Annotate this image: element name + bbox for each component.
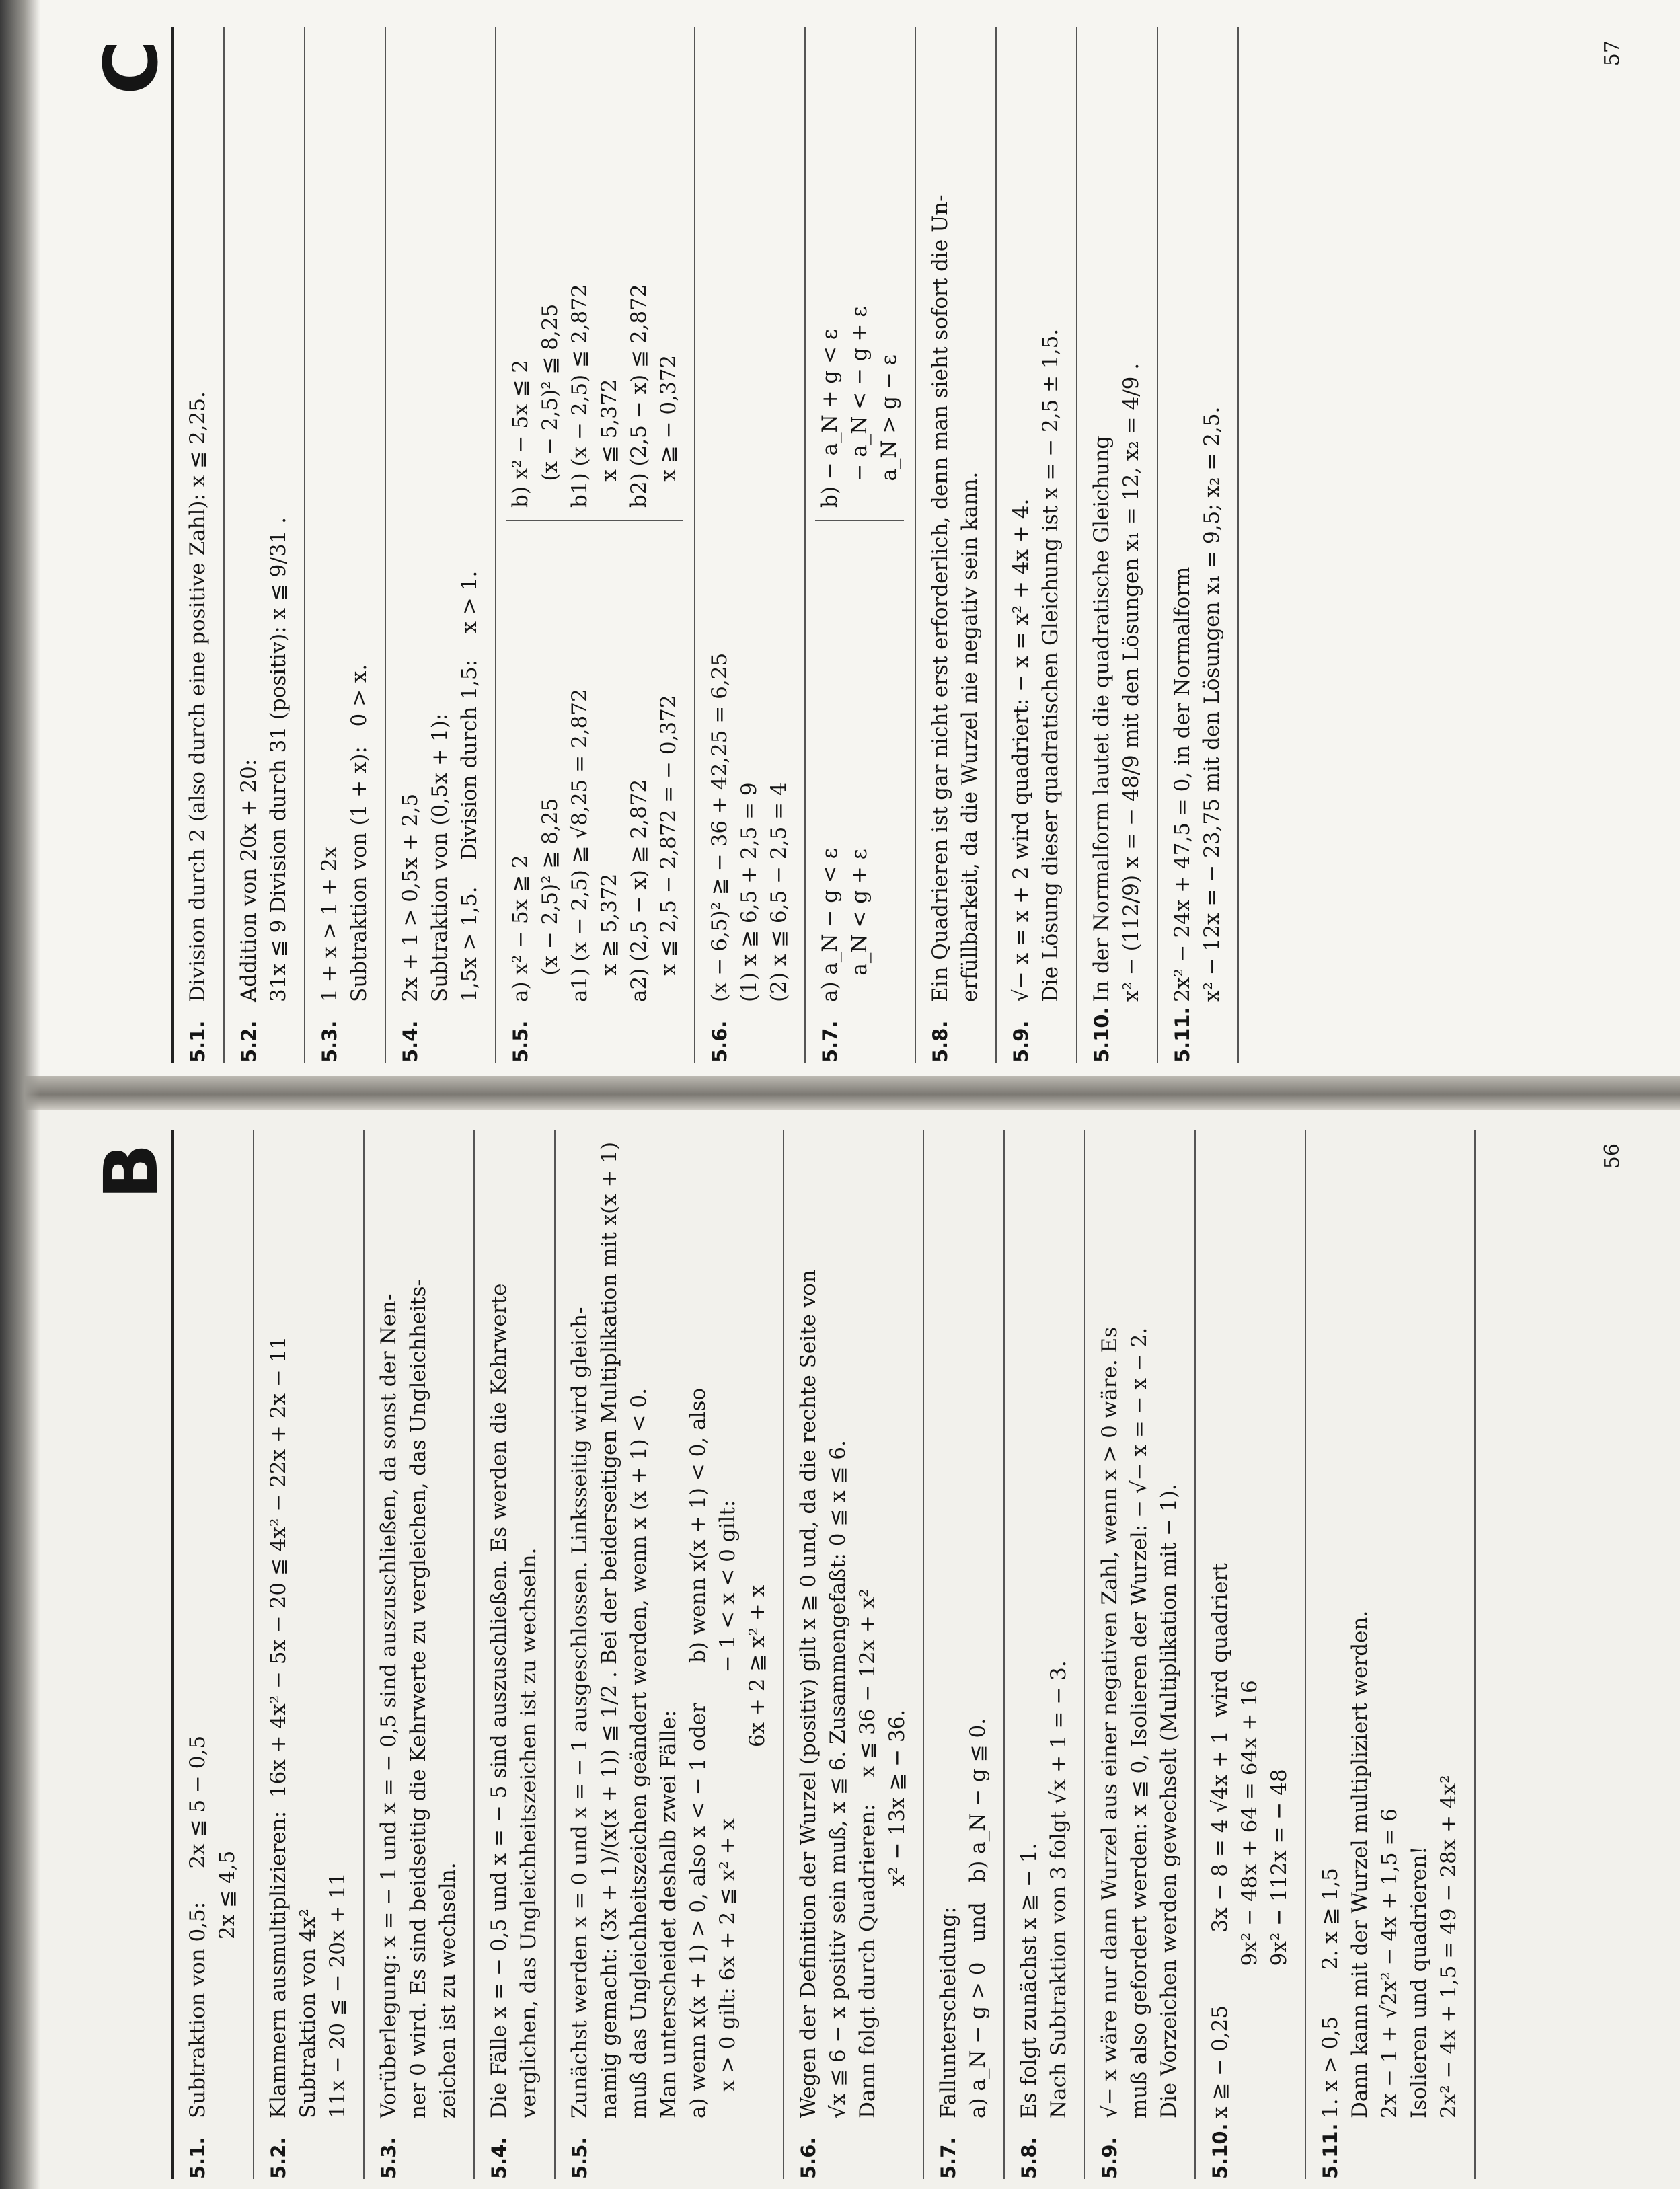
- text-line: 2x² − 4x + 1,5 = 49 − 28x + 4x²: [1437, 1775, 1461, 2118]
- item-number: 5.7.: [937, 2137, 960, 2179]
- text-line: x² − 13x ≧ − 36.: [885, 1709, 909, 2118]
- item-body: [1014, 1130, 1073, 2118]
- text-line: ner 0 wird. Es sind beidseitig die Kehrwerte zu vergleichen, das Ungleichheits-: [406, 1278, 430, 2118]
- item-number: 5.4.: [399, 1020, 422, 1063]
- solution-item: [916, 27, 997, 1063]
- item-number: 5.2.: [237, 1020, 260, 1063]
- solution-list: [174, 1130, 1476, 2179]
- text-line: Die Lösung dieser quadratischen Gleichung ist x = − 2,5 ± 1,5.: [1038, 328, 1063, 1002]
- text-line: a_N < g + ε: [847, 849, 872, 1002]
- page-c-content: [88, 27, 1634, 1063]
- solution-item: [1005, 1130, 1085, 2179]
- text-line: 6x + 2 ≧ x² + x: [745, 1584, 769, 2118]
- item-number: 5.9.: [1009, 1020, 1032, 1063]
- text-line: 2x² − 24x + 47,5 = 0, in der Normalform: [1170, 566, 1194, 1002]
- text-line: 2x − 1 + √2x² − 4x + 1,5 = 6: [1377, 1808, 1402, 2118]
- solution-item: [174, 27, 225, 1063]
- text-line: b1) (x − 2,5) ≦ 2,872: [568, 284, 592, 508]
- text-line: Division durch 2 (also durch eine positive Zahl): x ≦ 2,25.: [186, 391, 210, 1002]
- page-letter: C: [88, 40, 174, 95]
- text-line: Zunächst werden x = 0 und x = − 1 ausgeschlossen. Linksseitig wird gleich-: [568, 1307, 592, 2118]
- item-body: [506, 27, 683, 1002]
- text-line: a_N > g − ε: [877, 354, 901, 508]
- text-line: Subtraktion von (1 + x): 0 > x.: [347, 664, 371, 1002]
- item-body: [484, 1130, 543, 2118]
- text-line: (x − 6,5)² ≧ − 36 + 42,25 = 6,25: [708, 652, 732, 1002]
- case-column: [506, 521, 683, 1002]
- text-line: x ≦ 2,5 − 2,872 = − 0,372: [656, 695, 681, 1002]
- text-line: a) x² − 5x ≧ 2: [508, 855, 533, 1002]
- item-number: 5.8.: [929, 1020, 952, 1063]
- item-body: [705, 27, 794, 1002]
- text-line: Dann kann mit der Wurzel multipliziert werden.: [1348, 1610, 1372, 2118]
- item-number: 5.4.: [488, 2137, 510, 2179]
- text-line: a) a_N − g < ε: [818, 848, 842, 1002]
- solution-item: [1158, 27, 1239, 1063]
- text-line: x ≧ − 0,372: [656, 354, 681, 508]
- item-number: 5.8.: [1018, 2137, 1040, 2179]
- text-line: b2) (2,5 − x) ≦ 2,872: [627, 284, 651, 508]
- book-gutter: [0, 1076, 1680, 1110]
- case-column: [815, 27, 904, 521]
- item-body: [1087, 27, 1146, 1002]
- text-line: (1) x ≧ 6,5 + 2,5 = 9: [737, 782, 761, 1002]
- item-number: 5.6.: [797, 2137, 820, 2179]
- item-body: [374, 1130, 463, 2118]
- text-line: muß also gefordert werden: x ≦ 0, Isolieren der Wurzel: − √− x = − x − 2.: [1127, 1327, 1151, 2118]
- item-number: 5.5.: [568, 2137, 591, 2179]
- case-column: [815, 521, 904, 1002]
- item-body: [264, 1130, 352, 2118]
- text-line: x² − (112/9) x = − 48/9 mit den Lösungen x₁ = 12, x₂ = 4/9 .: [1119, 362, 1143, 1002]
- text-line: a1) (x − 2,5) ≧ √8,25 = 2,872: [568, 689, 592, 1002]
- text-line: 9x² − 48x + 64 = 64x + 16: [1237, 1680, 1262, 2118]
- text-line: √− x wäre nur dann Wurzel aus einer negativen Zahl, wenn x > 0 wäre. Es: [1098, 1326, 1122, 2118]
- solution-item: [386, 27, 496, 1063]
- solution-item: [695, 27, 806, 1063]
- solution-list: [174, 27, 1239, 1063]
- text-line: √− x = x + 2 wird quadriert: − x = x² + 4x + 4.: [1009, 498, 1033, 1002]
- text-line: Die Vorzeichen werden gewechselt (Multiplikation mit − 1).: [1157, 1484, 1181, 2118]
- solution-item: [496, 27, 695, 1063]
- text-line: Addition von 20x + 20:: [237, 759, 261, 1002]
- case-columns: [506, 27, 683, 1002]
- item-body: [1168, 27, 1227, 1002]
- text-line: 9x² − 112x = − 48: [1267, 1769, 1291, 2118]
- item-number: 5.2.: [267, 2137, 290, 2179]
- item-number: 5.1.: [186, 2137, 209, 2179]
- solution-item: [1196, 1130, 1306, 2179]
- item-body: [315, 27, 374, 1002]
- solution-item: [174, 1130, 254, 2179]
- item-number: 5.11.: [1319, 2123, 1342, 2179]
- text-line: 31x ≦ 9 Division durch 31 (positiv): x ≦ 9/31 .: [266, 517, 291, 1002]
- text-line: b) − a_N + g < ε: [818, 329, 842, 508]
- item-number: 5.1.: [186, 1020, 209, 1063]
- item-number: 5.5.: [509, 1020, 532, 1063]
- text-line: x ≦ 5,372: [597, 379, 621, 508]
- text-line: Subtraktion von (0,5x + 1):: [428, 713, 452, 1002]
- text-line: 1. x > 0,5 2. x ≧ 1,5: [1318, 1868, 1342, 2118]
- item-body: [395, 27, 484, 1002]
- page-c: [0, 0, 1680, 1076]
- text-line: Vorüberlegung: x = − 1 und x = − 0,5 sind auszuschließen, da sonst der Nen-: [377, 1293, 401, 2118]
- page-edge-shadow: [0, 0, 40, 2189]
- solution-item: [1306, 1130, 1476, 2179]
- item-number: 5.3.: [318, 1020, 341, 1063]
- text-line: a) a_N − g > 0 und b) a_N − g ≦ 0.: [966, 1718, 990, 2118]
- text-line: 1,5x > 1,5. Division durch 1,5: x > 1.: [457, 570, 482, 1002]
- text-line: 11x − 20 ≦ − 20x + 11: [326, 1872, 350, 2118]
- text-line: erfüllbarkeit, da die Wurzel nie negativ sein kann.: [958, 471, 982, 1002]
- text-line: Es folgt zunächst x ≧ − 1.: [1017, 1843, 1041, 2118]
- text-line: (2) x ≦ 6,5 − 2,5 = 4: [767, 782, 791, 1002]
- item-number: 5.11.: [1171, 1007, 1194, 1063]
- item-body: [1205, 1130, 1294, 2118]
- item-body: [565, 1130, 772, 2118]
- page-number: 56: [1601, 1143, 1624, 1169]
- item-body: [183, 27, 213, 1002]
- text-line: (x − 2,5)² ≦ 8,25: [538, 303, 562, 508]
- text-line: Ein Quadrieren ist gar nicht erst erforderlich, denn man sieht sofort die Un-: [928, 194, 952, 1002]
- item-number: 5.10.: [1209, 2123, 1231, 2179]
- text-line: x ≧ − 0,25 3x − 8 = 4 √4x + 1 wird quadriert: [1208, 1563, 1232, 2118]
- page-b-content: [88, 1130, 1634, 2179]
- text-line: Fallunterscheidung:: [936, 1907, 960, 2118]
- solution-item: [556, 1130, 784, 2179]
- text-line: x ≧ 5,372: [597, 873, 621, 1002]
- solution-item: [1085, 1130, 1196, 2179]
- text-line: Nach Subtraktion von 3 folgt √x + 1 = − 3.: [1046, 1660, 1071, 2118]
- text-line: a2) (2,5 − x) ≧ 2,872: [627, 779, 651, 1002]
- item-number: 5.10.: [1090, 1007, 1113, 1063]
- text-line: √x ≦ 6 − x positiv sein muß, x ≦ 6. Zusammengefaßt: 0 ≦ x ≦ 6.: [826, 1440, 850, 2118]
- page-b: [0, 1110, 1680, 2189]
- case-column: [506, 27, 683, 521]
- item-body: [933, 1130, 993, 2118]
- item-body: [183, 1130, 242, 2118]
- text-line: verglichen, das Ungleichheitszeichen ist zu wechseln.: [517, 1547, 541, 2118]
- page-letter: B: [88, 1143, 174, 1200]
- text-line: namig gemacht: (3x + 1)/(x(x + 1)) ≦ 1/2 . Bei der beiderseitigen Multiplikation mit x(x + 1): [597, 1141, 621, 2118]
- solution-item: [806, 27, 916, 1063]
- solution-item: [365, 1130, 475, 2179]
- text-line: Subtraktion von 0,5: 2x ≦ 5 − 0,5: [186, 1735, 210, 2118]
- case-columns: [815, 27, 904, 1002]
- text-line: zeichen ist zu wechseln.: [436, 1862, 460, 2118]
- solution-item: [1077, 27, 1158, 1063]
- text-line: 2x ≦ 4,5: [215, 1850, 239, 2118]
- text-line: 2x + 1 > 0,5x + 2,5: [398, 793, 422, 1002]
- item-body: [925, 27, 985, 1002]
- text-line: Dann folgt durch Quadrieren: x ≦ 36 − 12x + x²: [855, 1588, 880, 2118]
- item-body: [1006, 27, 1065, 1002]
- solution-item: [305, 27, 386, 1063]
- item-number: 5.9.: [1098, 2137, 1121, 2179]
- item-body: [234, 27, 293, 1002]
- item-body: [794, 1130, 912, 2118]
- text-line: In der Normalform lautet die quadratische Gleichung: [1090, 435, 1114, 1002]
- solution-item: [784, 1130, 924, 2179]
- item-body: [1095, 1130, 1184, 2118]
- item-number: 5.3.: [377, 2137, 400, 2179]
- solution-item: [254, 1130, 365, 2179]
- text-line: Die Fälle x = − 0,5 und x = − 5 sind auszuschließen. Es werden die Kehrwerte: [487, 1283, 511, 2118]
- text-line: Wegen der Definition der Wurzel (positiv) gilt x ≧ 0 und, da die rechte Seite von: [796, 1270, 820, 2118]
- text-line: muß das Ungleichheitszeichen geändert werden, wenn x (x + 1) < 0.: [627, 1388, 651, 2118]
- text-line: x > 0 gilt: 6x + 2 ≦ x² + x − 1 < x < 0 gilt:: [716, 1500, 740, 2118]
- item-number: 5.6.: [708, 1020, 731, 1063]
- item-body: [815, 27, 904, 1002]
- text-line: Subtraktion von 4x²: [296, 1908, 320, 2118]
- text-line: 1 + x > 1 + 2x: [317, 846, 342, 1002]
- text-line: x² − 12x = − 23,75 mit den Lösungen x₁ = 9,5; x₂ = 2,5.: [1200, 406, 1224, 1002]
- text-line: Isolieren und quadrieren!: [1407, 1846, 1431, 2118]
- item-body: [1315, 1130, 1463, 2118]
- text-line: Klammern ausmultiplizieren: 16x + 4x² − 5x − 20 ≦ 4x² − 22x + 2x − 11: [266, 1336, 291, 2118]
- solution-item: [997, 27, 1077, 1063]
- text-line: − a_N < − g + ε: [847, 306, 872, 508]
- text-line: (x − 2,5)² ≧ 8,25: [538, 798, 562, 1002]
- page-number: 57: [1601, 40, 1624, 67]
- solution-item: [225, 27, 305, 1063]
- item-number: 5.7.: [818, 1020, 841, 1063]
- solution-item: [924, 1130, 1005, 2179]
- solution-item: [475, 1130, 556, 2179]
- text-line: b) x² − 5x ≦ 2: [508, 360, 533, 508]
- text-line: Man unterscheidet deshalb zwei Fälle:: [656, 1710, 681, 2118]
- text-line: a) wenn x(x + 1) > 0, also x < − 1 oder b) wenn x(x + 1) < 0, also: [686, 1387, 710, 2118]
